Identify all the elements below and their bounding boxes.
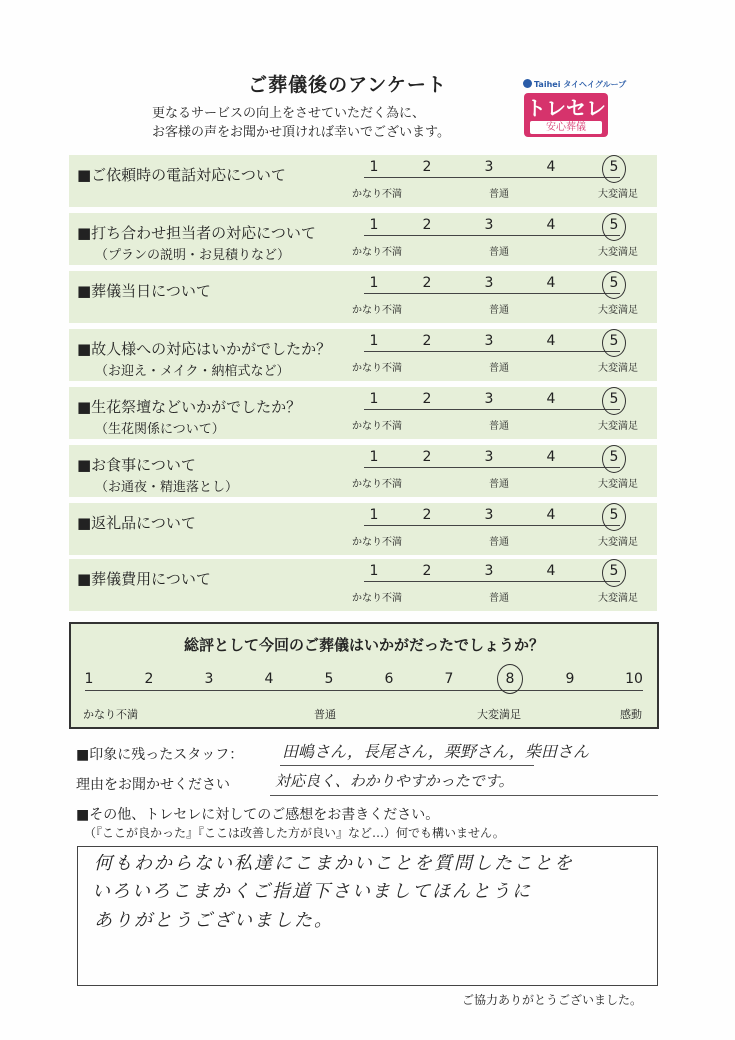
group-logo [523, 79, 626, 90]
overall-scale-number[interactable]: 10 [625, 671, 643, 687]
staff-answer: 田嶋さん，長尾さん，栗野さん，柴田さん [282, 742, 589, 761]
scale-line [364, 581, 620, 582]
question-row [69, 329, 657, 381]
scale-number[interactable]: 3 [484, 563, 494, 579]
scale-high-label: 大変満足 [598, 593, 638, 604]
scale-number[interactable]: 1 [369, 275, 379, 291]
overall-scale-number[interactable]: 5 [324, 671, 334, 687]
group-logo-text: Taihei タイヘイグループ [534, 80, 627, 89]
scale-number[interactable]: 2 [422, 333, 432, 349]
scale-number[interactable]: 4 [546, 217, 556, 233]
scale-number[interactable]: 5 [609, 333, 619, 349]
other-comments-hint: （『ここが良かった』『ここは改善した方が良い』など…）何でも構いません。 [84, 826, 505, 840]
selected-circle [602, 155, 626, 183]
overall-scale-number[interactable]: 1 [84, 671, 94, 687]
overall-scale-number[interactable]: 4 [264, 671, 274, 687]
question-label: ■故人様への対応はいかがでしたか？ [77, 340, 332, 358]
question-label: ■ご依頼時の電話対応について [77, 166, 286, 184]
scale-low-label: かなり不満 [352, 593, 402, 604]
overall-mid-label: 普通 [314, 708, 336, 721]
scale-number[interactable]: 3 [484, 449, 494, 465]
scale-number[interactable]: 3 [484, 217, 494, 233]
reason-underline [270, 795, 658, 796]
comment-box [77, 846, 658, 986]
scale-high-label: 大変満足 [598, 537, 638, 548]
question-label: ■打ち合わせ担当者の対応について [77, 224, 316, 242]
overall-scale-number[interactable]: 9 [565, 671, 575, 687]
scale-low-label: かなり不満 [352, 189, 402, 200]
scale-number[interactable]: 4 [546, 275, 556, 291]
scale-number[interactable]: 1 [369, 563, 379, 579]
staff-label: ■印象に残ったスタッフ： [76, 747, 244, 763]
comment-line-3: ありがとうございました。 [94, 910, 334, 931]
scale-number[interactable]: 3 [484, 275, 494, 291]
scale-number[interactable]: 1 [369, 507, 379, 523]
scale-line [364, 235, 620, 236]
selected-circle [602, 559, 626, 587]
comment-line-1: 何もわからない私達にこまかいことを質問したことを [94, 853, 574, 874]
scale-number[interactable]: 2 [422, 391, 432, 407]
scale-line [364, 177, 620, 178]
scale-number[interactable]: 1 [369, 159, 379, 175]
overall-high-label: 大変満足 [477, 708, 521, 721]
intro-text [152, 104, 450, 142]
scale-number[interactable]: 4 [546, 391, 556, 407]
comment-line-2: いろいろこまかくご指道下さいましてほんとうに [92, 881, 532, 902]
scale-low-label: かなり不満 [352, 537, 402, 548]
scale-number[interactable]: 5 [609, 449, 619, 465]
overall-scale-number[interactable]: 3 [204, 671, 214, 687]
scale-number[interactable]: 1 [369, 391, 379, 407]
other-comments-label: ■その他、トレセレに対してのご感想をお書きください。 [76, 807, 440, 823]
scale-mid-label: 普通 [489, 479, 509, 490]
question-row [69, 271, 657, 323]
scale-number[interactable]: 3 [484, 391, 494, 407]
scale-mid-label: 普通 [489, 305, 509, 316]
staff-underline [280, 765, 534, 766]
scale-number[interactable]: 5 [609, 507, 619, 523]
scale-low-label: かなり不満 [352, 247, 402, 258]
scale-low-label: かなり不満 [352, 363, 402, 374]
scale-mid-label: 普通 [489, 247, 509, 258]
scale-mid-label: 普通 [489, 189, 509, 200]
scale-mid-label: 普通 [489, 421, 509, 432]
scale-number[interactable]: 3 [484, 333, 494, 349]
scale-number[interactable]: 5 [609, 217, 619, 233]
scale-number[interactable]: 2 [422, 217, 432, 233]
question-sub: （プランの説明・お見積りなど） [95, 248, 291, 263]
selected-circle [602, 445, 626, 473]
intro-line-2: お客様の声をお聞かせ頂ければ幸いでございます。 [152, 125, 450, 140]
scale-high-label: 大変満足 [598, 421, 638, 432]
scale-number[interactable]: 4 [546, 507, 556, 523]
scale-number[interactable]: 4 [546, 159, 556, 175]
scale-number[interactable]: 5 [609, 159, 619, 175]
selected-circle [602, 503, 626, 531]
selected-circle [602, 329, 626, 357]
question-label: ■葬儀費用について [77, 570, 211, 588]
scale-number[interactable]: 5 [609, 563, 619, 579]
brand-logo-sub: 安心葬儀 [530, 121, 602, 134]
selected-circle [602, 213, 626, 241]
scale-line [364, 293, 620, 294]
scale-line [364, 409, 620, 410]
scale-mid-label: 普通 [489, 593, 509, 604]
scale-low-label: かなり不満 [352, 305, 402, 316]
scale-number[interactable]: 2 [422, 275, 432, 291]
scale-high-label: 大変満足 [598, 305, 638, 316]
selected-circle [602, 387, 626, 415]
question-row [69, 503, 657, 555]
overall-scale-number[interactable]: 8 [505, 671, 515, 687]
question-label: ■生花祭壇などいかがでしたか？ [77, 398, 302, 416]
overall-scale-line [85, 690, 643, 691]
overall-selected-circle [497, 664, 523, 694]
scale-number[interactable]: 2 [422, 159, 432, 175]
scale-high-label: 大変満足 [598, 363, 638, 374]
scale-number[interactable]: 2 [422, 507, 432, 523]
scale-high-label: 大変満足 [598, 479, 638, 490]
reason-label: 理由をお聞かせください [76, 777, 230, 793]
question-row [69, 387, 657, 439]
question-label: ■葬儀当日について [77, 282, 211, 300]
scale-line [364, 525, 620, 526]
overall-rating-box [69, 622, 659, 729]
question-row [69, 155, 657, 207]
scale-number[interactable]: 1 [369, 217, 379, 233]
scale-number[interactable]: 3 [484, 159, 494, 175]
reason-answer: 対応良く、わかりやすかったです。 [275, 772, 514, 790]
scale-high-label: 大変満足 [598, 247, 638, 258]
taihei-mark-icon [523, 79, 532, 88]
scale-low-label: かなり不満 [352, 479, 402, 490]
selected-circle [602, 271, 626, 299]
scale-number[interactable]: 1 [369, 333, 379, 349]
question-row [69, 445, 657, 497]
intro-line-1: 更なるサービスの向上をさせていただく為に、 [152, 106, 426, 121]
scale-number[interactable]: 5 [609, 391, 619, 407]
overall-scale-number[interactable]: 7 [444, 671, 454, 687]
scale-low-label: かなり不満 [352, 421, 402, 432]
scale-mid-label: 普通 [489, 537, 509, 548]
question-row [69, 559, 657, 611]
scale-number[interactable]: 2 [422, 449, 432, 465]
overall-top-label: 感動 [620, 708, 642, 721]
scale-line [364, 467, 620, 468]
scale-high-label: 大変満足 [598, 189, 638, 200]
scale-number[interactable]: 3 [484, 507, 494, 523]
overall-question: 総評として今回のご葬儀はいかがだったでしょうか？ [183, 636, 544, 654]
scale-number[interactable]: 5 [609, 275, 619, 291]
question-label: ■お食事について [77, 456, 196, 474]
question-sub: （お通夜・精進落とし） [95, 480, 239, 495]
overall-low-label: かなり不満 [83, 708, 138, 721]
scale-mid-label: 普通 [489, 363, 509, 374]
scale-number[interactable]: 4 [546, 449, 556, 465]
scale-number[interactable]: 4 [546, 563, 556, 579]
brand-logo-name: トレセレ [526, 96, 606, 120]
question-label: ■返礼品について [77, 514, 196, 532]
footer-thanks: ご協力ありがとうございました。 [462, 993, 643, 1007]
scale-number[interactable]: 2 [422, 563, 432, 579]
scale-line [364, 351, 620, 352]
page-title: ご葬儀後のアンケート [248, 74, 447, 96]
question-sub: （生花関係について） [95, 422, 225, 437]
overall-scale-number[interactable]: 6 [384, 671, 394, 687]
question-row [69, 213, 657, 265]
scale-number[interactable]: 1 [369, 449, 379, 465]
overall-scale-number[interactable]: 2 [144, 671, 154, 687]
scale-number[interactable]: 4 [546, 333, 556, 349]
question-sub: （お迎え・メイク・納棺式など） [95, 364, 290, 379]
brand-logo [524, 93, 608, 137]
